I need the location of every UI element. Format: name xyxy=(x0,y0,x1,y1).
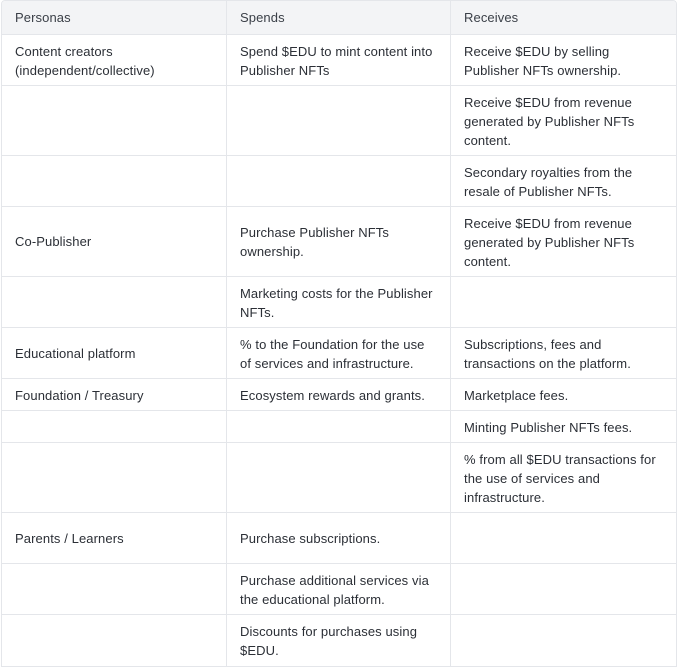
receives-cell: Secondary royalties from the resale of Publisher NFTs. xyxy=(464,165,633,199)
spends-cell: Spend $EDU to mint content into Publisher NFTs xyxy=(227,35,451,85)
persona-cell xyxy=(2,564,227,614)
persona-cell: Co-Publisher xyxy=(2,207,227,276)
receives-cell xyxy=(451,564,676,614)
spends-cell: Ecosystem rewards and grants. xyxy=(227,379,451,410)
table-row xyxy=(2,411,676,443)
spends-cell: Purchase Publisher NFTs ownership. xyxy=(227,207,451,276)
receives-cell xyxy=(451,513,676,563)
header-receives: Receives xyxy=(464,10,519,25)
persona-cell xyxy=(2,411,227,442)
spends-cell: % to the Foundation for the use of services and infrastructure. xyxy=(227,328,451,378)
header-spends: Spends xyxy=(227,1,451,34)
receives-cell: % from all $EDU transactions for the use of services and infrastructure. xyxy=(464,452,656,505)
persona-cell xyxy=(2,277,227,327)
persona-cell xyxy=(2,156,227,206)
persona-cell xyxy=(2,615,227,666)
receives-cell: Minting Publisher NFTs fees. xyxy=(464,420,633,435)
spends-cell: Purchase additional services via the educational platform. xyxy=(227,564,451,614)
receives-cell: Receive $EDU from revenue generated by Publisher NFTs content. xyxy=(464,95,635,148)
table-row xyxy=(2,156,676,207)
spends-cell: Marketing costs for the Publisher NFTs. xyxy=(227,277,451,327)
table-row xyxy=(2,277,676,328)
receives-cell: Receive $EDU from revenue generated by Publisher NFTs content. xyxy=(464,216,635,269)
table-row xyxy=(2,513,676,564)
persona-cell xyxy=(2,86,227,155)
persona-cell xyxy=(2,443,227,512)
table-row xyxy=(2,564,676,615)
persona-cell: Content creators (independent/collective) xyxy=(2,35,227,85)
header-personas: Personas xyxy=(2,1,227,34)
table-row xyxy=(2,328,676,379)
receives-cell xyxy=(451,615,676,666)
persona-cell: Parents / Learners xyxy=(2,513,227,563)
personas-table xyxy=(1,0,677,667)
spends-cell: Discounts for purchases using $EDU. xyxy=(227,615,451,666)
spends-cell: Purchase subscriptions. xyxy=(227,513,451,563)
table-row xyxy=(2,615,676,666)
receives-cell xyxy=(451,277,676,327)
spends-cell xyxy=(227,156,451,206)
spends-cell xyxy=(227,411,451,442)
table-row xyxy=(2,443,676,513)
spends-cell xyxy=(227,443,451,512)
table-row xyxy=(2,86,676,156)
table-row xyxy=(2,35,676,86)
receives-cell: Subscriptions, fees and transactions on the platform. xyxy=(464,337,631,371)
spends-cell xyxy=(227,86,451,155)
table-header-row xyxy=(2,1,676,35)
table-row xyxy=(2,207,676,277)
receives-cell: Receive $EDU by selling Publisher NFTs ownership. xyxy=(464,44,622,78)
table-row xyxy=(2,379,676,411)
persona-cell: Educational platform xyxy=(2,328,227,378)
receives-cell: Marketplace fees. xyxy=(464,388,569,403)
persona-cell: Foundation / Treasury xyxy=(2,379,227,410)
